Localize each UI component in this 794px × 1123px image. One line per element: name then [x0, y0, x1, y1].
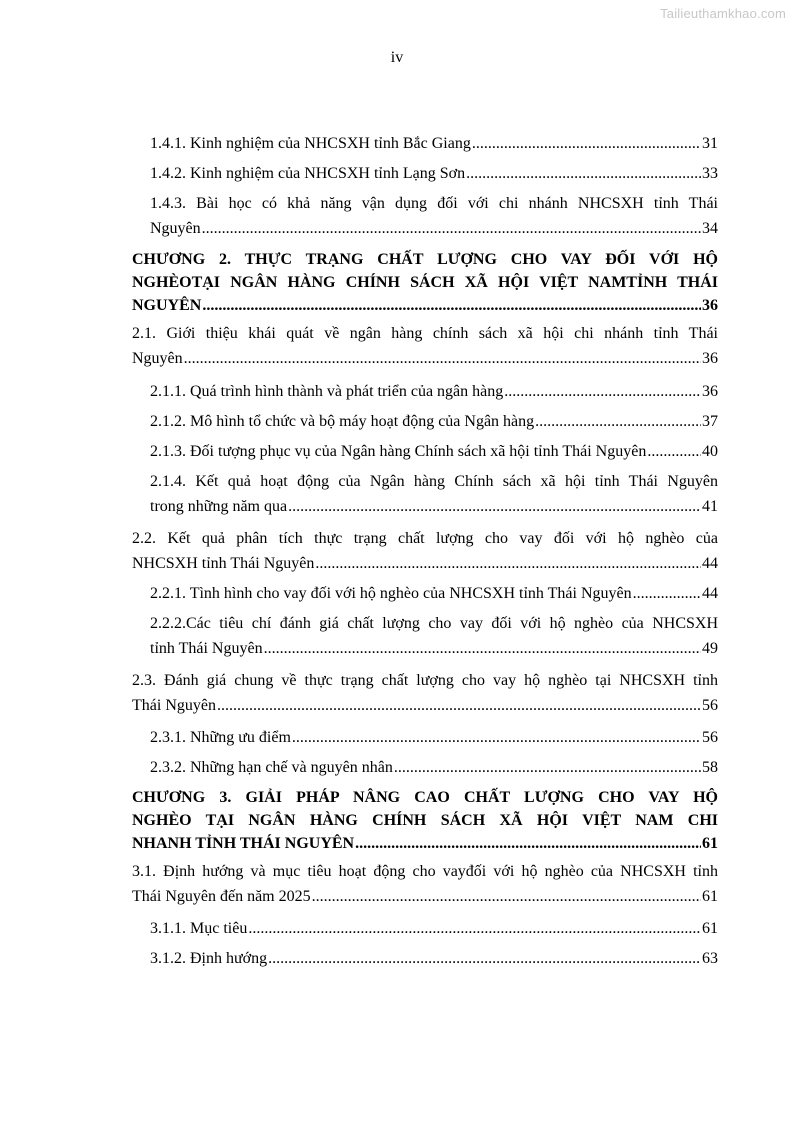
- toc-leader-dots: [217, 693, 701, 718]
- toc-page-number: 63: [702, 950, 718, 967]
- toc-entry-title: 3.1.2. Định hướng: [150, 950, 268, 967]
- toc-leader-dots: [248, 916, 701, 941]
- toc-page-number: 37: [702, 413, 718, 430]
- toc-entry[interactable]: [132, 321, 718, 371]
- toc-entry-title: 2.2.1. Tình hình cho vay đối với hộ nghèo của NHCSXH tỉnh Thái Nguyên: [150, 585, 632, 602]
- toc-entry[interactable]: [150, 191, 718, 241]
- toc-entry[interactable]: [132, 859, 718, 909]
- toc-page-number: 31: [702, 135, 718, 152]
- toc-entry-title: 2.1.3. Đối tượng phục vụ của Ngân hàng Chính sách xã hội tỉnh Thái Nguyên: [150, 443, 647, 460]
- toc-entry-title: Thái Nguyên: [132, 697, 216, 714]
- toc-leader-dots: [202, 294, 701, 317]
- toc-leader-dots: [315, 551, 701, 576]
- toc-entry-title: 2.3.1. Những ưu điểm: [150, 729, 291, 746]
- toc-page-number: 56: [702, 729, 718, 746]
- toc-leader-dots: [647, 439, 701, 464]
- toc-leader-dots: [472, 131, 701, 156]
- toc-entry[interactable]: [150, 469, 718, 519]
- toc-entry-title: Nguyên: [132, 350, 183, 367]
- toc-leader-dots: [268, 946, 701, 971]
- toc-entry[interactable]: [150, 916, 718, 941]
- toc-page-number: 49: [702, 640, 718, 657]
- toc-entry[interactable]: [132, 526, 718, 576]
- toc-entry[interactable]: [150, 946, 718, 971]
- toc-page-number: 56: [702, 697, 718, 714]
- toc-entry-title: 3.1.1. Mục tiêu: [150, 920, 248, 937]
- toc-page-number: 36: [702, 383, 718, 400]
- toc-page-number: 61: [702, 888, 718, 905]
- toc-entry-title: 2.3.2. Những hạn chế và nguyên nhân: [150, 759, 393, 776]
- toc-page-number: 61: [702, 835, 718, 852]
- toc-entry-title: 1.4.1. Kinh nghiệm của NHCSXH tỉnh Bắc Giang: [150, 135, 471, 152]
- toc-leader-dots: [264, 636, 701, 661]
- toc-entry[interactable]: [150, 725, 718, 750]
- watermark: Tailieuthamkhao.com: [660, 6, 786, 21]
- toc-entry-title: tỉnh Thái Nguyên: [150, 640, 263, 657]
- toc-entry-title: NGUYÊN: [132, 297, 202, 314]
- toc-entry-title-line: NGHÈOTẠI NGÂN HÀNG CHÍNH SÁCH XÃ HỘI VIỆT NAMTỈNH THÁI: [132, 274, 718, 291]
- toc-page-number: 34: [702, 220, 718, 237]
- toc-leader-dots: [292, 725, 701, 750]
- toc-entry[interactable]: [150, 379, 718, 404]
- toc-leader-dots: [312, 884, 701, 909]
- toc-leader-dots: [466, 161, 701, 186]
- toc-entry[interactable]: [150, 131, 718, 156]
- toc-entry-title: Nguyên: [150, 220, 201, 237]
- toc-entry-title-line: NGHÈO TẠI NGÂN HÀNG CHÍNH SÁCH XÃ HỘI VIỆT NAM CHI: [132, 812, 718, 829]
- toc-entry[interactable]: [150, 409, 718, 434]
- toc-entry-title: Thái Nguyên đến năm 2025: [132, 888, 311, 905]
- toc-page-number: 33: [702, 165, 718, 182]
- toc-entry-title-line: 2.1.4. Kết quả hoạt động của Ngân hàng Chính sách xã hội tỉnh Thái Nguyên: [150, 473, 718, 490]
- toc-page-number: 61: [702, 920, 718, 937]
- toc-entry[interactable]: [150, 755, 718, 780]
- toc-entry[interactable]: [150, 581, 718, 606]
- toc-page-number: 44: [702, 555, 718, 572]
- toc-entry-title-line: 2.3. Đánh giá chung về thực trạng chất lượng cho vay hộ nghèo tại NHCSXH tỉnh: [132, 672, 718, 689]
- toc-page-number: 58: [702, 759, 718, 776]
- toc-leader-dots: [504, 379, 701, 404]
- toc-page-number: 36: [702, 350, 718, 367]
- toc-entry-title-line: 2.2.2.Các tiêu chí đánh giá chất lượng cho vay đối với hộ nghèo của NHCSXH: [150, 615, 718, 632]
- toc-page-number: 36: [702, 297, 718, 314]
- toc-leader-dots: [633, 581, 701, 606]
- toc-leader-dots: [202, 216, 701, 241]
- toc-page-number: 40: [702, 443, 718, 460]
- toc-entry-title: NHANH TỈNH THÁI NGUYÊN: [132, 835, 355, 852]
- toc-page-number: 44: [702, 585, 718, 602]
- toc-page-number: 41: [702, 498, 718, 515]
- toc-entry-title: 2.1.2. Mô hình tổ chức và bộ máy hoạt động của Ngân hàng: [150, 413, 535, 430]
- toc-leader-dots: [288, 494, 701, 519]
- toc-leader-dots: [535, 409, 701, 434]
- toc-leader-dots: [394, 755, 701, 780]
- toc-entry-title: trong những năm qua: [150, 498, 288, 515]
- toc-entry[interactable]: [150, 611, 718, 661]
- toc-entry-title: 1.4.2. Kinh nghiệm của NHCSXH tỉnh Lạng Sơn: [150, 165, 466, 182]
- toc-entry[interactable]: [150, 439, 718, 464]
- toc-chapter[interactable]: [132, 786, 718, 855]
- toc-leader-dots: [355, 832, 701, 855]
- toc-entry-title-line: 3.1. Định hướng và mục tiêu hoạt động cho vayđối với hộ nghèo của NHCSXH tỉnh: [132, 863, 718, 880]
- toc-entry-title-line: 2.1. Giới thiệu khái quát về ngân hàng chính sách xã hội chi nhánh tỉnh Thái: [132, 325, 718, 342]
- toc-entry-title-line: CHƯƠNG 3. GIẢI PHÁP NÂNG CAO CHẤT LƯỢNG CHO VAY HỘ: [132, 789, 718, 806]
- toc-entry[interactable]: [132, 668, 718, 718]
- toc-leader-dots: [184, 346, 701, 371]
- page-number: iv: [390, 49, 404, 66]
- toc-entry[interactable]: [150, 161, 718, 186]
- toc-entry-title-line: 2.2. Kết quả phân tích thực trạng chất lượng cho vay đối với hộ nghèo của: [132, 530, 718, 547]
- toc-chapter[interactable]: [132, 248, 718, 317]
- toc-entry-title-line: 1.4.3. Bài học có khả năng vận dụng đối với chi nhánh NHCSXH tỉnh Thái: [150, 195, 718, 212]
- toc-entry-title-line: CHƯƠNG 2. THỰC TRẠNG CHẤT LƯỢNG CHO VAY ĐỐI VỚI HỘ: [132, 251, 718, 268]
- toc-entry-title: 2.1.1. Quá trình hình thành và phát triển của ngân hàng: [150, 383, 504, 400]
- toc-entry-title: NHCSXH tỉnh Thái Nguyên: [132, 555, 315, 572]
